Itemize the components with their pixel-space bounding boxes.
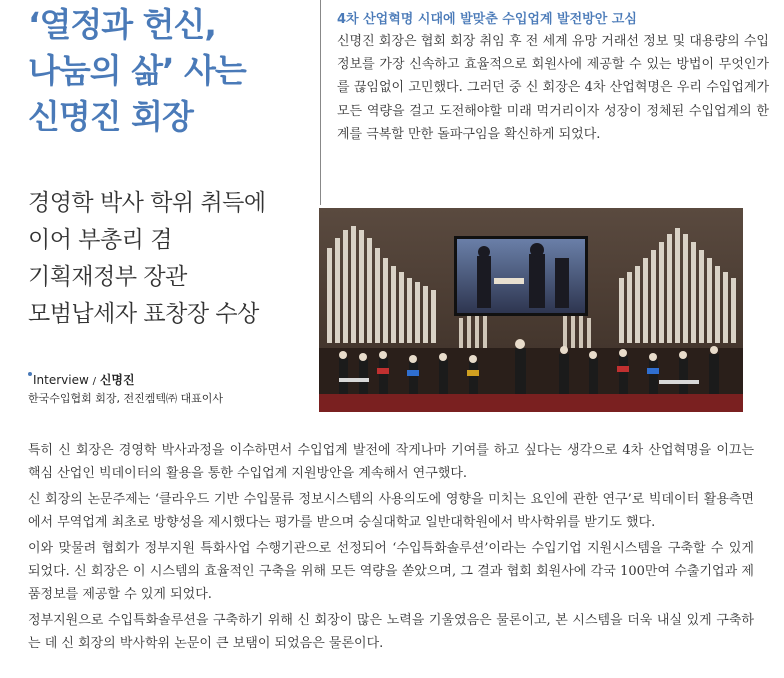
article-title [28, 2, 308, 140]
body-paragraph: 신 회장의 논문주제는 ‘클라우드 기반 수입물류 정보시스템의 사용의도에 영향을 미치는 요인에 관한 연구’로 빅데이터 활용측면에서 무역업계 최초로 방향성을 제시했다는 평가를 받으며 숭실대학교 일반대학원에서 박사학위를 받기도 했다. [28, 492, 754, 530]
section-body: 신명진 회장은 협회 회장 취임 후 전 세계 유망 거래선 정보 및 대용량의 수입정보를 가장 신속하고 효율적으로 회원사에 제공할 수 있는 방법이 무엇인가를 끊임없이 고민했다. 그러던 중 신 회장은 4차 산업혁명은 우리 수입업계가 모든 역량을 걸고 도전해야할 미래 먹거리이자 성장이 정체된 수입업계의 한계를 극복할 만한 돌파구임을 확신하게 되었다. [337, 34, 769, 142]
article-subtitle [28, 185, 318, 333]
subtitle-line: 기획재정부 장관 [28, 264, 187, 290]
section-heading: 4차 산업혁명 시대에 발맞춘 수입업계 발전방안 고심 [337, 12, 637, 27]
subtitle-line: 모범납세자 표창장 수상 [28, 301, 259, 327]
subtitle-line: 경영학 박사 학위 취득에 [28, 190, 266, 216]
subtitle-line: 이어 부총리 겸 [28, 227, 172, 253]
body-paragraph: 이와 맞물려 협회가 정부지원 특화사업 수행기관으로 선정되어 ‘수입특화솔루션’이라는 수입기업 지원시스템을 구축할 수 있게 되었다. 신 회장은 이 시스템의 효율적인 구축을 위해 모든 역량을 쏟았으며, 그 결과 협회 회원사에 각국 100만여 수출기업과 제품정보를 제공할 수 있게 되었다. [28, 541, 754, 602]
title-line: ‘열정과 헌신, [28, 5, 216, 44]
body-paragraph: 정부지원으로 수입특화솔루션을 구축하기 위해 신 회장이 많은 노력을 기울였음은 물론이고, 본 시스템을 더욱 내실 있게 구축하는 데 신 회장의 박사학위 논문이 큰 보탬이 되었음은 물론이다. [28, 613, 754, 651]
body-paragraph: 특히 신 회장은 경영학 박사과정을 이수하면서 수입업계 발전에 작게나마 기여를 하고 싶다는 생각으로 4차 산업혁명을 이끄는 핵심 산업인 빅데이터의 활용을 통한 수입업계 지원방안을 계속해서 연구했다. [28, 443, 754, 481]
bullet-dot-icon [28, 372, 32, 376]
interviewee-name: 신명진 [99, 373, 135, 387]
interview-byline [28, 372, 318, 407]
ceremony-photo [319, 208, 743, 412]
interviewee-role: 한국수입협회 회장, 전진켐텍㈜ 대표이사 [28, 392, 224, 405]
title-line: 신명진 회장 [28, 97, 193, 136]
column-divider [320, 0, 321, 205]
title-line: 나눔의 삶’ 사는 [28, 51, 246, 90]
interview-separator: / [92, 376, 97, 387]
interview-label: Interview [33, 373, 89, 387]
article-body [28, 440, 754, 659]
